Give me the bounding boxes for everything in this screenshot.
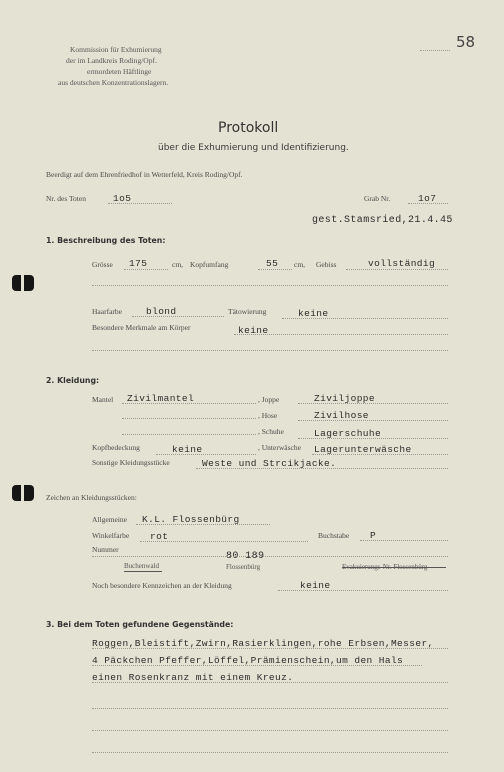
coat-label: Mantel: [92, 395, 114, 404]
dotted-line: [136, 524, 270, 525]
dotted-line: [312, 454, 448, 455]
size-value: 175: [129, 258, 148, 269]
section-clothing-heading: 2. Kleidung:: [46, 376, 100, 385]
dotted-line: [92, 285, 448, 286]
dotted-line: [278, 590, 448, 591]
dotted-line: [92, 556, 448, 557]
letter-value: P: [370, 530, 377, 541]
items-line: Roggen,Bleistift,Zwirn,Rasierklingen,rohe Erbsen,Messer,: [92, 638, 434, 649]
tattoo-value: keine: [298, 308, 329, 319]
number-value: 80 189: [226, 551, 265, 562]
dotted-line: [92, 350, 448, 351]
commission-line: Kommission für Exhumierung: [70, 45, 162, 54]
dotted-line: [234, 334, 448, 335]
dotted-line: [282, 318, 448, 319]
items-line: 4 Päckchen Pfeffer,Löffel,Prämienschein,um den Hals: [92, 655, 404, 666]
grave-number-value: 1o7: [418, 193, 437, 204]
jacket-value: Ziviljoppe: [314, 393, 376, 404]
dotted-line: [258, 269, 292, 270]
burial-text: Beerdigt auf dem Ehrenfriedhof in Wetterfeld, Kreis Roding/Opf.: [46, 170, 243, 179]
trousers-label: , Hose: [258, 411, 278, 420]
other-marks-label: Noch besondere Kennzeichen an der Kleidung: [92, 581, 232, 590]
other-clothing-value: Weste und Strcikjacke.: [202, 458, 337, 469]
head-label: Kopfumfang: [190, 260, 229, 269]
angle-color-value: rot: [150, 531, 169, 542]
dotted-line: [92, 682, 448, 683]
document-title: Protokoll: [218, 120, 279, 136]
dotted-line: [122, 434, 256, 435]
dotted-line: [408, 203, 448, 204]
dotted-line: [92, 708, 448, 709]
section-description-heading: 1. Beschreibung des Toten:: [46, 236, 166, 245]
grave-number-label: Grab Nr.: [364, 194, 391, 203]
commission-line: ermordeten Häftlinge: [87, 67, 152, 76]
dotted-line: [298, 403, 448, 404]
commission-line: aus deutschen Konzentrationslagern.: [58, 78, 169, 87]
shoes-label: , Schuhe: [258, 427, 284, 436]
teeth-label: Gebiss: [316, 260, 337, 269]
punch-hole-icon: [12, 485, 34, 501]
dotted-line: [156, 454, 256, 455]
marks-value: keine: [238, 325, 269, 336]
general-value: K.L. Flossenbürg: [142, 514, 240, 525]
jacket-label: , Joppe: [258, 395, 280, 404]
flossenburg-label: Flossenbürg: [226, 563, 261, 571]
other-clothing-label: Sonstige Kleidungsstücke: [92, 458, 170, 467]
document-subtitle: über die Exhumierung und Identifizierung.: [158, 143, 349, 153]
death-note: gest.Stamsried,21.4.45: [312, 215, 453, 226]
tattoo-label: Tätowierung: [228, 307, 267, 316]
evacuation-number-label: Evakuierungs-Nr. Flossenbürg: [342, 563, 428, 571]
page-number-line: [420, 50, 450, 51]
angle-color-label: Winkelfarbe: [92, 531, 130, 540]
general-label: Allgemeine: [92, 515, 127, 524]
dotted-line: [298, 420, 448, 421]
section-items-heading: 3. Bei dem Toten gefundene Gegenstände:: [46, 620, 234, 629]
dotted-line: [346, 269, 448, 270]
dotted-line: [92, 730, 448, 731]
size-label: Grösse: [92, 260, 113, 269]
shoes-value: Lagerschuhe: [314, 428, 382, 439]
dotted-line: [124, 269, 168, 270]
strikethrough-line: [342, 567, 446, 568]
underwear-label: , Unterwäsche: [258, 443, 301, 452]
hair-value: blond: [146, 306, 177, 317]
dotted-line: [108, 203, 172, 204]
dotted-line: [92, 665, 422, 666]
other-marks-value: keine: [300, 580, 331, 591]
dotted-line: [196, 468, 448, 469]
cm-label: cm,: [294, 260, 306, 269]
number-label: Nummer: [92, 545, 119, 554]
dead-number-label: Nr. des Toten: [46, 194, 86, 203]
coat-value: Zivilmantel: [127, 393, 195, 404]
items-line: einen Rosenkranz mit einem Kreuz.: [92, 672, 294, 683]
headwear-value: keine: [172, 444, 203, 455]
letter-label: Buchstabe: [318, 531, 350, 540]
page-number: 58: [456, 33, 476, 51]
dotted-line: [92, 752, 448, 753]
dotted-line: [122, 418, 256, 419]
teeth-value: vollständig: [368, 258, 436, 269]
headwear-label: Kopfbedeckung: [92, 443, 140, 452]
strikethrough-line: [124, 571, 162, 572]
buchenwald-label: Buchenwald: [124, 562, 159, 570]
trousers-value: Zivilhose: [314, 410, 369, 421]
marks-label: Besondere Merkmale am Körper: [92, 323, 191, 332]
cm-label: cm,: [172, 260, 184, 269]
dotted-line: [92, 648, 448, 649]
punch-hole-icon: [12, 275, 34, 291]
head-value: 55: [266, 258, 279, 269]
commission-line: der im Landkreis Roding/Opf.: [66, 56, 157, 65]
hair-label: Haarfarbe: [92, 307, 122, 316]
underwear-value: Lagerunterwäsche: [314, 444, 412, 455]
dead-number-value: 1o5: [113, 193, 132, 204]
dotted-line: [298, 438, 448, 439]
dotted-line: [122, 403, 256, 404]
signs-label: Zeichen an Kleidungsstücken:: [46, 493, 137, 502]
dotted-line: [132, 316, 224, 317]
dotted-line: [360, 540, 448, 541]
dotted-line: [140, 541, 308, 542]
